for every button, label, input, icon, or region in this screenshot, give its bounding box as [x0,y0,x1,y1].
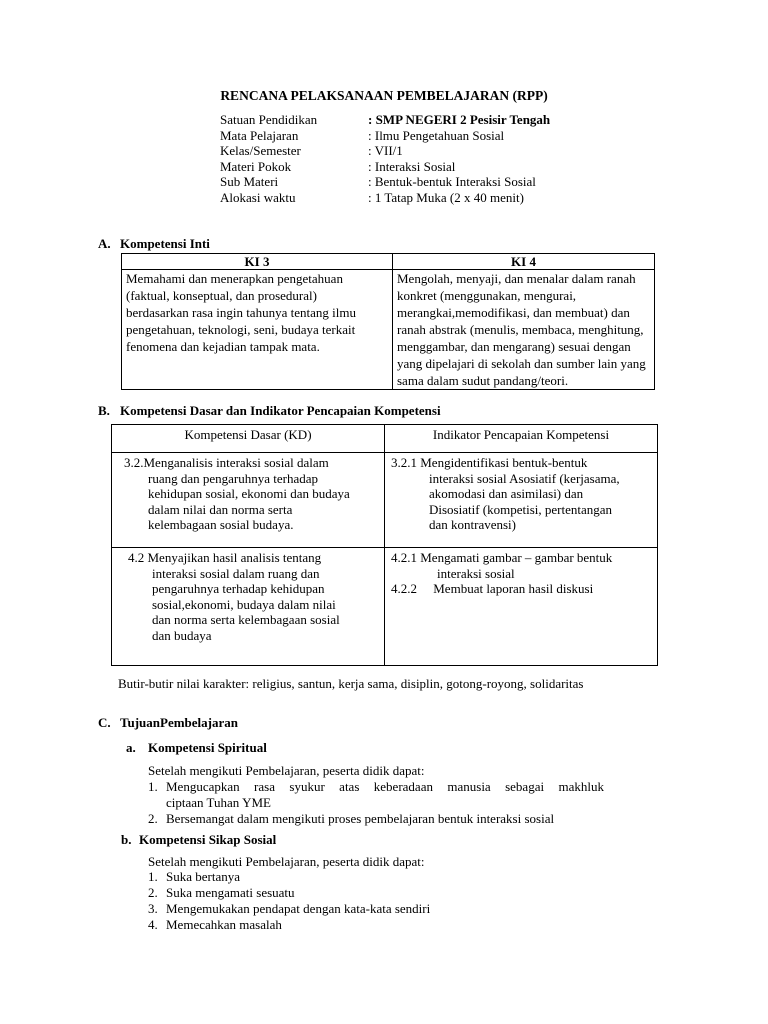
meta-row-kelas [220,143,550,159]
section-a-heading [98,236,210,252]
meta-value: : Ilmu Pengetahuan Sosial [368,127,505,143]
list-item [148,885,430,901]
kd-header: Kompetensi Dasar (KD) [112,425,385,453]
table-row [122,270,655,390]
ki4-cell [393,270,655,390]
indikator-line: 4.2.2 Membuat laporan hasil diskusi [391,581,594,597]
ki4-line: merangkai,memodifikasi, dan membuat) dan [397,305,630,320]
ki3-line: berdasarkan rasa ingin tahunya tentang ilmu [126,305,356,320]
list-number: 2. [148,885,158,900]
list-text: Mengemukakan pendapat dengan kata-kata sendiri [166,901,431,916]
meta-value: : Interaksi Sosial [368,158,456,174]
kd-indikator-table [111,424,658,666]
meta-label: Materi Pokok [220,158,292,174]
meta-row-satuan [220,112,550,128]
meta-value: : Bentuk-bentuk Interaksi Sosial [368,174,536,189]
indikator-header: Indikator Pencapaian Kompetensi [385,425,658,453]
section-letter: C. [98,715,111,730]
list-item [148,811,604,827]
spiritual-intro: Setelah mengikuti Pembelajaran, peserta didik dapat: [148,763,425,778]
document-title: RENCANA PELAKSANAAN PEMBELAJARAN (RPP) [220,88,548,103]
list-text: Suka mengamati sesuatu [166,885,295,900]
kd-line: ruang dan pengaruhnya terhadap [148,470,319,486]
table-row [112,548,658,666]
subsection-a-heading [126,740,267,756]
list-text: Suka bertanya [166,869,241,884]
section-c-heading [98,715,238,731]
meta-value: : 1 Tatap Muka (2 x 40 menit) [368,189,524,205]
indikator-line: 3.2.1 Mengidentifikasi bentuk-bentuk [391,455,588,470]
kd-cell [112,453,385,548]
meta-label: Kelas/Semester [220,143,301,158]
section-b-heading [98,403,441,419]
section-letter: A. [98,236,111,251]
kd-line: 4.2 Menyajikan hasil analisis tentang [128,550,322,565]
section-letter: B. [98,403,110,418]
kd-line: dan norma serta kelembagaan sosial [152,612,340,628]
ki4-line: sama dalam sudut pandang/teori. [397,373,569,388]
section-title: Kompetensi Dasar dan Indikator Pencapaian Kompetensi [120,403,441,418]
spiritual-list [148,779,604,827]
list-item [148,779,604,811]
list-number: 1. [148,779,158,794]
indikator-line: Disosiatif (kompetisi, pertentangan [429,501,613,517]
ki3-cell [122,270,393,390]
ki3-line: pengetahuan, teknologi, seni, budaya terkait [126,322,356,337]
list-text: Mengucapkan rasa syukur atas keberadaan manusia sebagai makhluk [166,779,604,794]
indikator-line: interaksi sosial [437,565,515,581]
kd-line: sosial,ekonomi, budaya dalam nilai [152,596,336,612]
meta-value: : SMP NEGERI 2 Pesisir Tengah [368,112,551,127]
meta-row-alokasi [220,190,550,206]
list-text: Memecahkan masalah [166,917,282,932]
subsection-b-heading [121,832,276,848]
kd-line: kehidupan sosial, ekonomi dan budaya [148,486,350,502]
list-number: 2. [148,811,158,826]
subsection-letter: b. [121,832,132,847]
table-header-row [112,425,658,453]
list-text: Bersemangat dalam mengikuti proses pembelajaran bentuk interaksi sosial [166,811,555,826]
list-number: 1. [148,869,158,884]
indikator-line: dan kontravensi) [429,517,517,533]
meta-row-materi [220,159,550,175]
meta-label: Mata Pelajaran [220,127,299,143]
meta-label: Satuan Pendidikan [220,112,318,127]
ki3-header: KI 3 [122,254,393,270]
kd-line: dalam nilai dan norma serta [148,501,293,517]
list-number: 3. [148,901,158,916]
ki4-line: ranah abstrak (menulis, membaca, menghitung, [397,322,644,337]
ki4-line: yang dipelajari di sekolah dan sumber lain yang [397,356,646,371]
section-title: Kompetensi Inti [120,236,210,251]
indikator-cell [385,453,658,548]
indikator-line: 4.2.1 Mengamati gambar – gambar bentuk [391,550,613,565]
ki4-header: KI 4 [393,254,655,270]
meta-row-submateri [220,174,550,190]
ki3-line: (faktual, konseptual, dan prosedural) [126,288,317,303]
sikap-sosial-intro: Setelah mengikuti Pembelajaran, peserta didik dapat: [148,854,425,869]
identity-block [220,112,550,205]
sikap-sosial-list [148,869,430,933]
meta-value: : VII/1 [368,143,403,158]
kd-line: 3.2.Menganalisis interaksi sosial dalam [124,455,329,470]
subsection-title: Kompetensi Sikap Sosial [139,832,277,847]
kd-line: dan budaya [152,627,212,643]
kd-line: kelembagaan sosial budaya. [148,517,294,533]
list-item [148,901,430,917]
ki4-line: Mengolah, menyaji, dan menalar dalam ranah [397,271,636,286]
ki4-line: konkret (menggunakan, mengurai, [397,288,577,303]
list-item [148,869,430,885]
ki4-line: menggambar, dan mengarang) sesuai dengan [397,339,631,354]
nilai-karakter: Butir-butir nilai karakter: religius, santun, kerja sama, disiplin, gotong-royong, solidaritas [118,676,584,691]
meta-row-mapel [220,128,550,144]
kd-line: interaksi sosial dalam ruang dan [152,565,320,581]
subsection-title: Kompetensi Spiritual [148,740,267,755]
list-text: ciptaan Tuhan YME [166,795,271,810]
list-number: 4. [148,917,158,932]
table-row [112,453,658,548]
ki3-line: Memahami dan menerapkan pengetahuan [126,271,343,286]
table-header-row [122,254,655,270]
list-item [148,917,430,933]
kd-cell [112,548,385,666]
ki3-line: fenomena dan kejadian tampak mata. [126,339,320,354]
indikator-line: akomodasi dan asimilasi) dan [429,486,584,502]
indikator-cell [385,548,658,666]
meta-label: Sub Materi [220,174,279,189]
section-title: TujuanPembelajaran [120,715,238,730]
kompetensi-inti-table [121,253,655,390]
kd-line: pengaruhnya terhadap kehidupan [152,581,325,597]
indikator-line: interaksi sosial Asosiatif (kerjasama, [429,470,620,486]
meta-label: Alokasi waktu [220,189,296,205]
subsection-letter: a. [126,740,136,755]
